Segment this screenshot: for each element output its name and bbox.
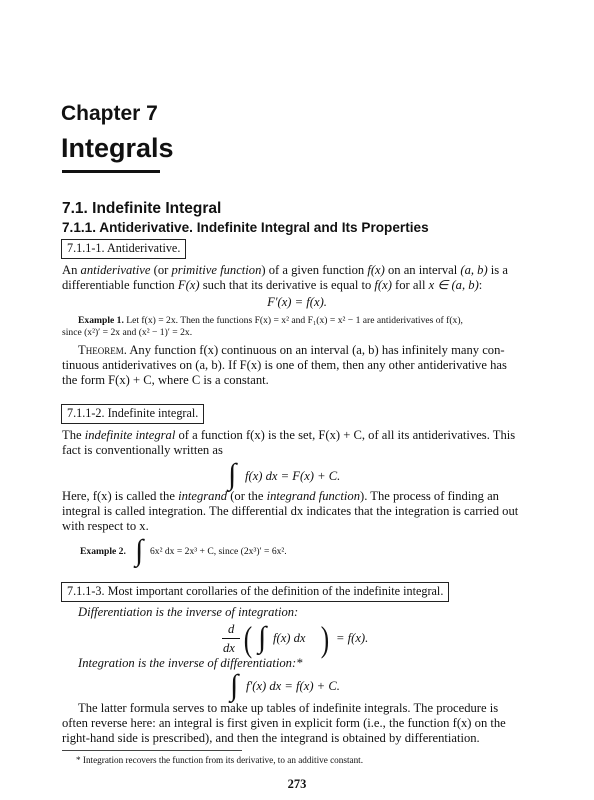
definition-line-2: differentiable function F(x) such that its derivative is equal to f(x) for all x ∈ (a, b):: [62, 278, 483, 292]
example-1-label: Example 1.: [78, 315, 124, 326]
chapter-title-rule: [62, 170, 160, 173]
corollary-2-heading: Integration is the inverse of differentiation:*: [78, 656, 303, 670]
integral-sign-icon: ∫: [228, 458, 237, 491]
corollary-1-heading: Differentiation is the inverse of integration:: [78, 605, 299, 619]
box-label-corollaries: 7.1.1-3. Most important corollaries of the definition of the indefinite integral.: [61, 582, 449, 602]
example-2: [80, 536, 480, 566]
section-heading: 7.1. Indefinite Integral: [62, 200, 222, 217]
footnote-rule: [62, 750, 242, 751]
chapter-label: Chapter 7: [61, 102, 158, 125]
integrand-explanation: Here, f(x) is called the integrand (or the integrand function). The process of finding an integral is called integration. The differential dx indicates that the integration is carried out with respect to x.: [62, 489, 519, 533]
example-2-text: 6x² dx = 2x³ + C, since (2x³)′ = 6x².: [150, 546, 287, 557]
example-2-label: Example 2.: [80, 546, 126, 557]
example-1-line-1: Let f(x) = 2x. Then the functions F(x) = x² and F₁(x) = x² − 1 are antiderivatives of f(x),: [126, 315, 463, 326]
example-1: [62, 315, 532, 339]
right-paren-icon: ): [320, 619, 330, 659]
theorem: Theorem. Any function f(x) continuous on an interval (a, b) has infinitely many con- tinuous antiderivatives on (a, b). If F(x) is one of them, then any other antiderivative has the form F(x) + C, where C is a constant.: [62, 343, 507, 387]
integral-sign-icon: ∫: [135, 534, 144, 567]
theorem-label: Theorem.: [78, 343, 127, 357]
fraction-bar: [222, 638, 240, 639]
left-paren-icon: (: [243, 619, 253, 659]
box-label-antiderivative: 7.1.1-1. Antiderivative.: [61, 239, 186, 259]
subsection-heading: 7.1.1. Antiderivative. Indefinite Integral and Its Properties: [62, 220, 429, 235]
page-number: 273: [287, 777, 307, 791]
corollary-1-formula: d dx ( ∫ f(x) dx ) = f(x).: [223, 619, 369, 659]
derivative-formula: F′(x) = f(x).: [267, 295, 327, 309]
box-label-indefinite-integral: 7.1.1-2. Indefinite integral.: [61, 404, 204, 424]
corollary-2-formula: ∫ f′(x) dx = f(x) + C.: [230, 669, 340, 702]
antiderivative-definition: [62, 263, 532, 293]
example-1-line-2: since (x²)′ = 2x and (x² − 1)′ = 2x.: [62, 327, 193, 338]
integral-sign-icon: ∫: [230, 669, 239, 702]
indefinite-integral-definition: The indefinite integral of a function f(x) is the set, F(x) + C, of all its antiderivatives. This fact is conventionally written as: [62, 428, 516, 457]
integral-sign-icon: ∫: [258, 621, 267, 654]
definition-line-1: An antiderivative (or primitive function) of a given function f(x) on an interval (a, b) is a: [62, 263, 508, 277]
tables-paragraph: The latter formula serves to make up tables of indefinite integrals. The procedure is often reverse here: an integral is first given in explicit form (i.e., the function f(x) on the right-hand side is prescribed), and then the integrand is obtained by differentiation.: [62, 701, 506, 745]
footnote: * Integration recovers the function from its derivative, to an additive constant.: [76, 755, 364, 765]
chapter-title: Integrals: [61, 133, 174, 163]
